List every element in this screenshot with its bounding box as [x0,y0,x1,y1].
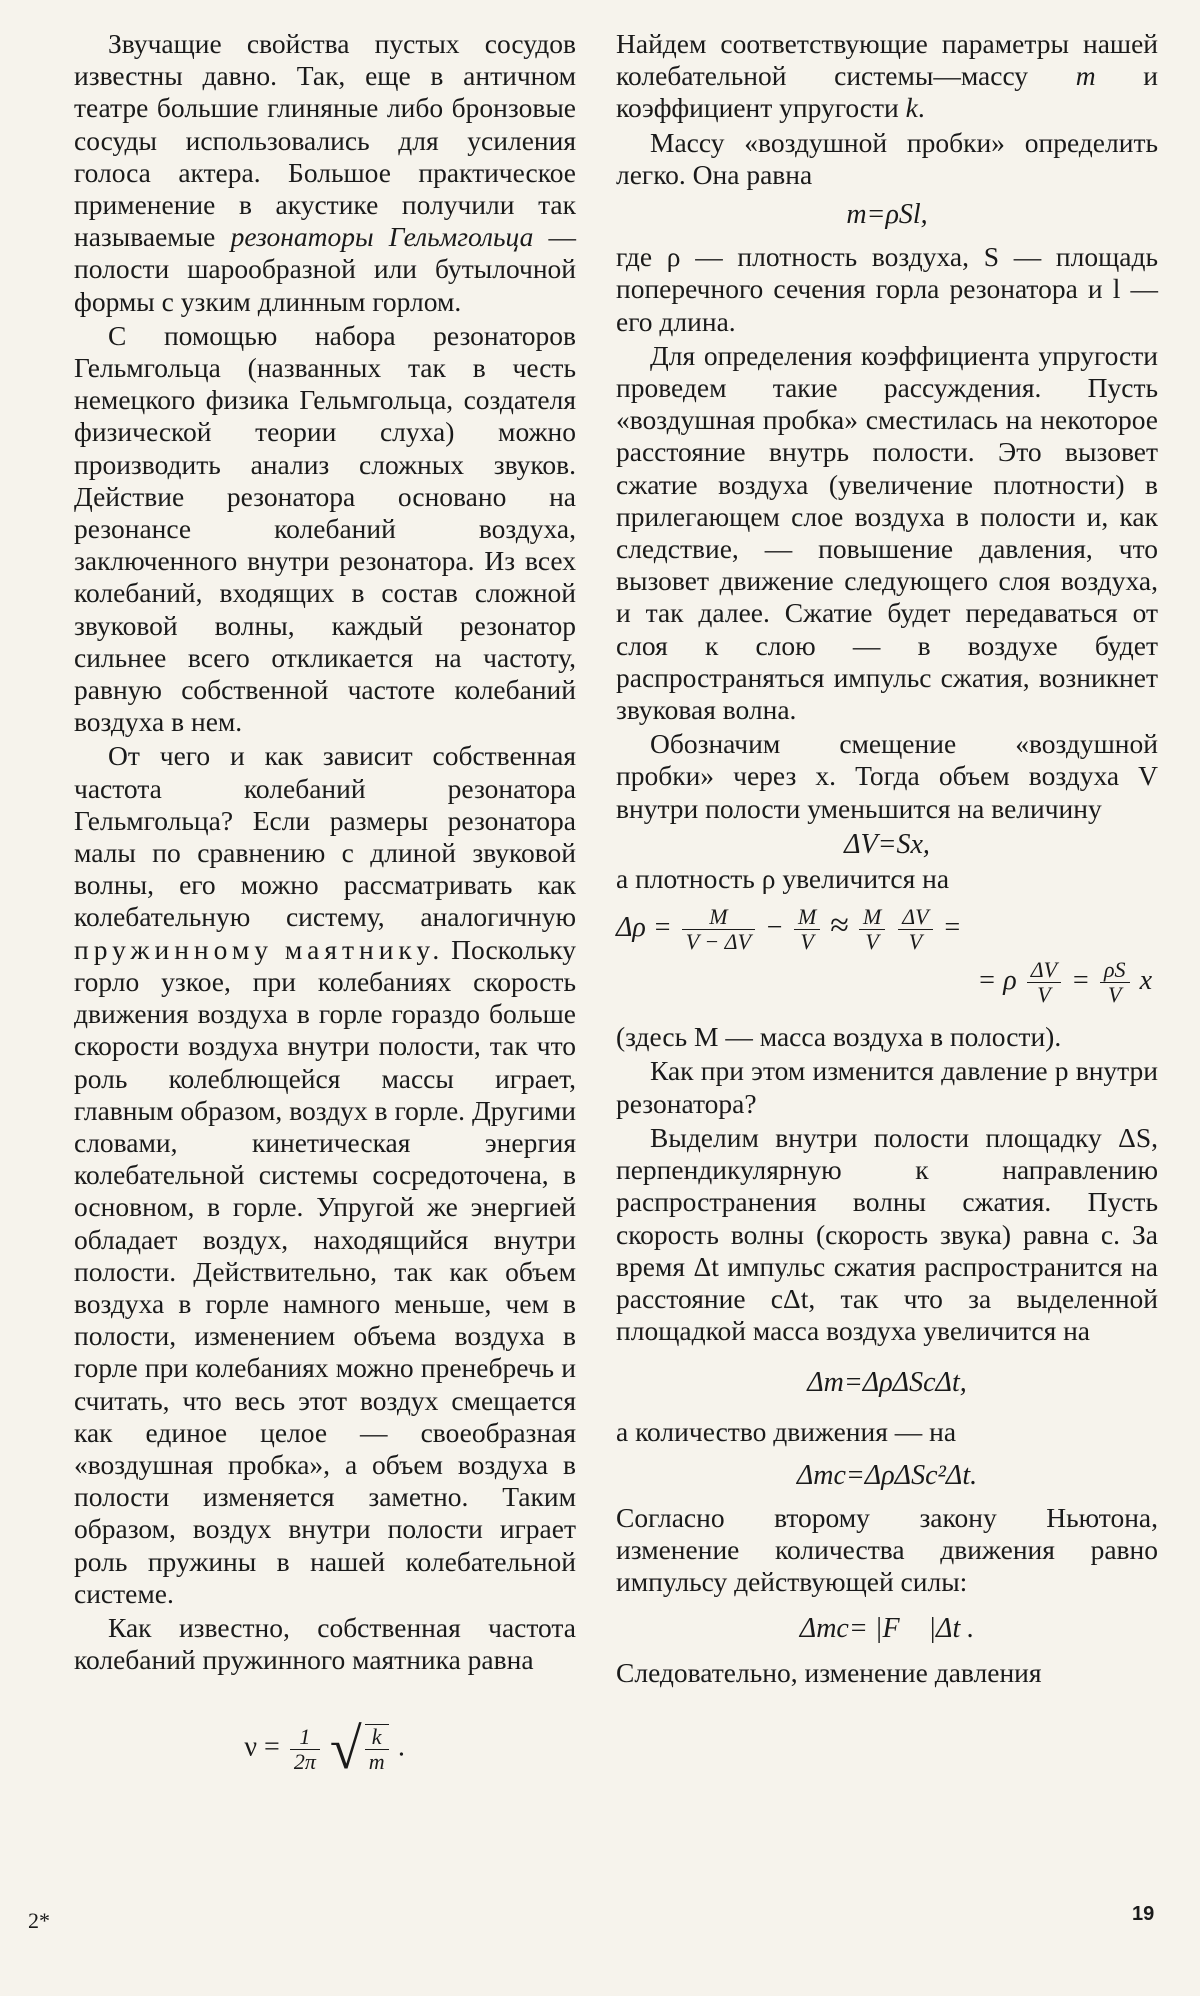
paragraph: а количество движения — на [616,1415,957,1447]
paragraph: Как известно, собственная частота колебаний пружинного маятника равна [74,1611,576,1676]
formula-drho: Δρ = $\frac{M}{V - \Delta V}$ − $\frac{M}{V}$ ≈ $\frac{M}{V}$ $\frac{\Delta V}{V}$ = [616,904,962,955]
formula-drho-line2: = ρ $\frac{\Delta V}{V}$ = $\frac{\rho S}{V}$ x [977,957,1152,1008]
paragraph: а плотность ρ увеличится на [616,863,950,895]
right-column [616,28,1158,1689]
paragraph: Выделим внутри полости площадку ΔS, перпендикулярную к направлению распространения волны сжатия. Пусть скорость волны (скорость звука) равна c. За время Δt импульс сжатия распространится на расстояние cΔt, так что за выделенной площадкой масса воздуха увеличится на [616,1121,1158,1347]
page-number: 19 [1132,1903,1155,1925]
left-column [74,28,576,1784]
spaced-term: пружинному маятнику. [74,933,445,965]
signature-mark: 2* [28,1908,50,1933]
paragraph: От чего и как зависит собственная частота колебаний резонатора Гельмгольца? Если размеры резонатора малы по сравнению с длиной звуковой волны, его можно рассматривать как колебательную систему, аналогичную пружинному маятнику. Поскольку горло узкое, при колебаниях скорость движения воздуха в горле гораздо больше скорости воздуха внутри полости, так что роль колеблющейся массы играет, главным образом, воздух в горле. Другими словами, кинетическая энергия колебательной системы сосредоточена, в основном, в горле. Упругой же энергией обладает воздух, находящийся внутри полости. Действительно, так как объем воздуха в горле намного меньше, чем в полости, изменением объема воздуха в горле при колебаниях можно пренебречь и считать, что весь этот воздух смещается как единое целое — своеобразная «воздушная пробка», а объем воздуха в полости изменяется заметно. Таким образом, воздух внутри полости играет роль пружины в нашей колебательной системе. [74,740,577,1609]
paragraph: Согласно второму закону Ньютона, изменение количества движения равно импульсу действующей силы: [616,1501,1158,1598]
paragraph: где ρ — плотность воздуха, S — площадь поперечного сечения горла резонатора и l — его длина. [616,241,1158,337]
paragraph: Звучащие свойства пустых сосудов известны давно. Так, еще в античном театре большие глиняные либо бронзовые сосуды использовались для усиления голоса актера. Большое практическое применение в акустике получили так называемые резонаторы Гельмгольца — полости шарообразной или бутылочной формы с узким длинным горлом. [74,28,577,317]
paragraph: Обозначим смещение «воздушной пробки» через x. Тогда объем воздуха V внутри полости уменьшится на величину [616,728,1158,824]
paragraph: Массу «воздушной пробки» определить легко. Она равна [616,126,1158,190]
formula-mass: m=ρSl, [846,199,928,231]
paragraph: Найдем соответствующие параметры нашей колебательной системы—массу m и коэффициент упругости k. [616,28,1158,124]
paragraph: (здесь M — масса воздуха в полости). [616,1021,1062,1053]
paragraph: С помощью набора резонаторов Гельмгольца (названных так в честь немецкого физика Гельмгольца, создателя физической теории слуха) можно производить анализ сложных звуков. Действие резонатора основано на резонансе колебаний воздуха, заключенного внутри резонатора. Из всех колебаний, входящих в состав сложной звуковой волны, каждый резонатор сильнее всего откликается на частоту, равную собственной частоте колебаний воздуха в нем. [74,319,576,738]
formula-frequency: ν = $\frac{1}{2\pi}$ √ $\frac{k}{m}$ . [244,1716,406,1782]
formula-dm: Δm=ΔρΔScΔt, [807,1367,967,1399]
sqrt-icon: √ [329,1716,362,1782]
paragraph: Следовательно, изменение давления [616,1656,1042,1688]
formula-newton: Δmc= |F⃗ |Δt . [799,1612,975,1644]
paragraph: Как при этом изменится давление p внутри резонатора? [616,1055,1158,1119]
italic-term: резонаторы Гельмгольца [230,221,534,253]
formula-dv: ΔV=Sx, [844,828,930,860]
paragraph: Для определения коэффициента упругости проведем такие рассуждения. Пусть «воздушная пробка» сместилась на некоторое расстояние внутрь полости. Это вызовет сжатие воздуха (увеличение плотности) в прилегающем слое воздуха в полости и, как следствие, — повышение давления, что вызовет движение следующего слоя воздуха, и так далее. Сжатие будет передаваться от слоя к слою — в воздухе будет распространяться импульс сжатия, возникнет звуковая волна. [616,339,1158,726]
formula-dmc: Δmc=ΔρΔSc²Δt. [796,1459,978,1491]
